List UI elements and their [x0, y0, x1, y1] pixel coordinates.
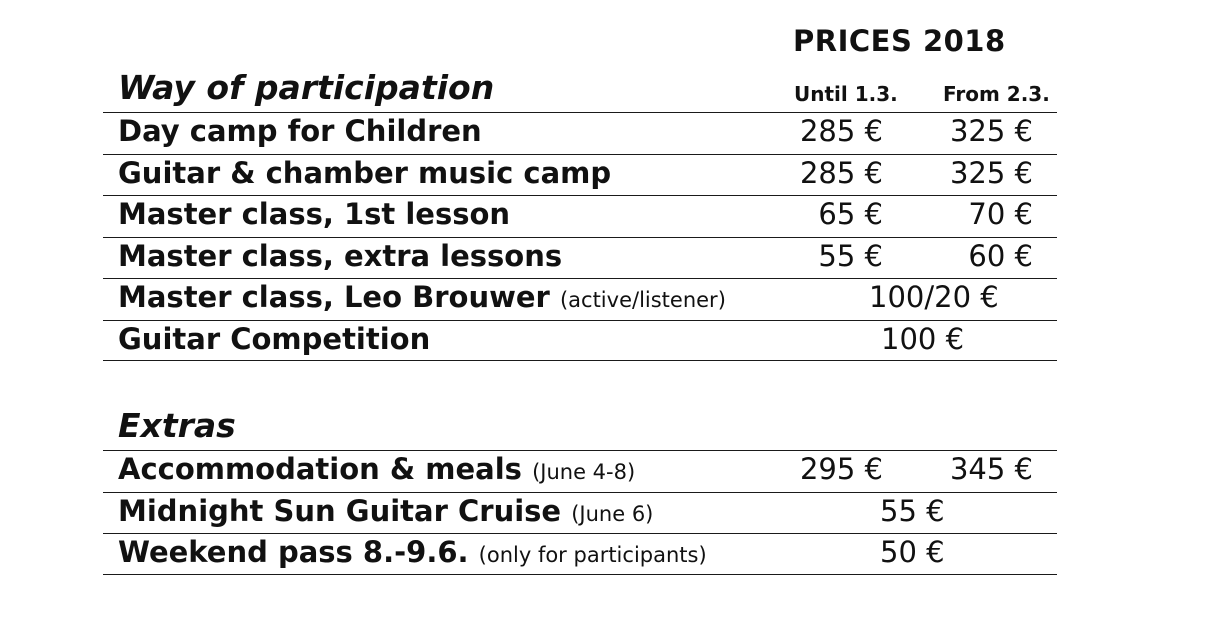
participation-heading: Way of participation	[118, 68, 495, 107]
price-from: 70 €	[968, 197, 1033, 231]
price-combined: 50 €	[880, 535, 945, 569]
row-label: Guitar & chamber music camp	[118, 155, 612, 190]
row-note: (June 4-8)	[532, 460, 636, 484]
price-until: 65 €	[818, 197, 883, 231]
price-combined: 100 €	[881, 321, 965, 356]
row-label: Master class, 1st lesson	[118, 197, 511, 231]
price-combined: 100/20 €	[869, 280, 999, 314]
table-row	[103, 237, 1057, 279]
row-note: (active/listener)	[559, 288, 726, 312]
participation-table	[103, 112, 1057, 361]
price-until: 285 €	[799, 114, 883, 148]
row-label: Accommodation & meals (June 4-8)	[118, 452, 636, 486]
prices-title: PRICES 2018	[793, 24, 1006, 58]
row-label: Weekend pass 8.-9.6. (only for participants)	[118, 535, 707, 569]
price-combined: 55 €	[880, 493, 945, 528]
row-label: Master class, Leo Brouwer (active/listener)	[118, 280, 726, 314]
table-row	[103, 112, 1057, 154]
table-row	[103, 492, 1057, 534]
price-until: 55 €	[818, 238, 883, 273]
extras-heading: Extras	[118, 406, 236, 445]
row-note: (only for participants)	[478, 543, 707, 567]
row-label: Midnight Sun Guitar Cruise (June 6)	[118, 493, 654, 528]
table-row	[103, 533, 1057, 575]
price-from: 325 €	[949, 155, 1033, 190]
col-header-until: Until 1.3.	[794, 82, 898, 106]
row-label: Master class, extra lessons	[118, 238, 563, 273]
table-row	[103, 154, 1057, 196]
table-row	[103, 278, 1057, 320]
row-label: Guitar Competition	[118, 321, 431, 356]
price-from: 325 €	[949, 114, 1033, 148]
price-from: 345 €	[949, 452, 1033, 486]
table-row	[103, 450, 1057, 492]
table-row	[103, 320, 1057, 362]
col-header-from: From 2.3.	[943, 82, 1050, 106]
extras-table	[103, 450, 1057, 575]
price-from: 60 €	[968, 238, 1033, 273]
table-row	[103, 195, 1057, 237]
row-label: Day camp for Children	[118, 114, 482, 148]
row-note: (June 6)	[571, 501, 654, 526]
price-until: 295 €	[799, 452, 883, 486]
price-until: 285 €	[799, 155, 883, 190]
